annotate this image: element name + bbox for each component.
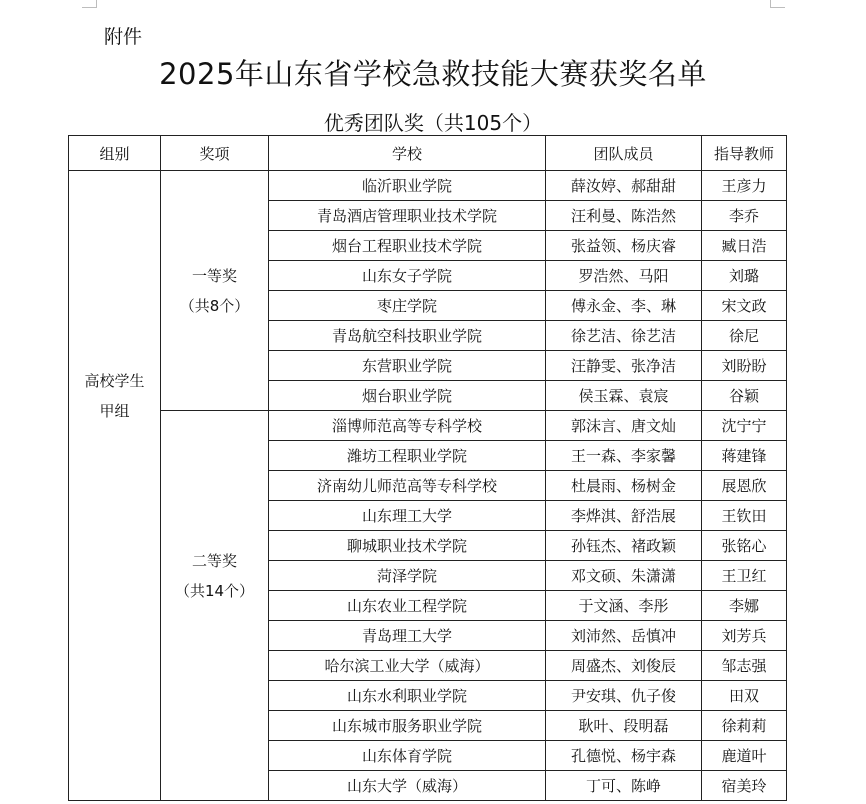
prize-name: 一等奖 xyxy=(191,266,237,285)
members-cell: 郭沫言、唐文灿 xyxy=(546,411,702,441)
members-cell: 刘沛然、岳慎冲 xyxy=(546,621,702,651)
teacher-cell: 张铭心 xyxy=(702,531,787,561)
prize-name: 二等奖 xyxy=(191,551,237,570)
teacher-cell: 蒋建锋 xyxy=(702,441,787,471)
members-cell: 于文涵、李彤 xyxy=(546,591,702,621)
members-cell: 邓文硕、朱潇潇 xyxy=(546,561,702,591)
school-cell: 烟台工程职业技术学院 xyxy=(269,231,546,261)
members-cell: 罗浩然、马阳 xyxy=(546,261,702,291)
prize-count: （共14个） xyxy=(174,581,255,600)
school-cell: 山东城市服务职业学院 xyxy=(269,711,546,741)
award-table xyxy=(68,135,787,801)
members-cell: 张益领、杨庆睿 xyxy=(546,231,702,261)
page-corner-mark-right xyxy=(770,0,785,8)
members-cell: 丁可、陈峥 xyxy=(546,771,702,801)
members-cell: 周盛杰、刘俊辰 xyxy=(546,651,702,681)
group-line-2: 甲组 xyxy=(99,401,130,420)
members-cell: 李烨淇、舒浩展 xyxy=(546,501,702,531)
column-header-prize: 奖项 xyxy=(161,136,269,171)
school-cell: 山东女子学院 xyxy=(269,261,546,291)
school-cell: 东营职业学院 xyxy=(269,351,546,381)
column-header-group: 组别 xyxy=(69,136,161,171)
school-cell: 山东理工大学 xyxy=(269,501,546,531)
table-header-row xyxy=(69,136,787,171)
table-row xyxy=(69,411,787,441)
school-cell: 淄博师范高等专科学校 xyxy=(269,411,546,441)
section-title: 优秀团队奖（共105个） xyxy=(323,111,543,135)
teacher-cell: 徐尼 xyxy=(702,321,787,351)
teacher-cell: 鹿道叶 xyxy=(702,741,787,771)
teacher-cell: 田双 xyxy=(702,681,787,711)
members-cell: 侯玉霖、袁宸 xyxy=(546,381,702,411)
table-row xyxy=(69,171,787,201)
school-cell: 烟台职业学院 xyxy=(269,381,546,411)
school-cell: 山东农业工程学院 xyxy=(269,591,546,621)
members-cell: 汪利曼、陈浩然 xyxy=(546,201,702,231)
attachment-label: 附件 xyxy=(104,26,143,48)
school-cell: 济南幼儿师范高等专科学校 xyxy=(269,471,546,501)
members-cell: 杜晨雨、杨树金 xyxy=(546,471,702,501)
teacher-cell: 李乔 xyxy=(702,201,787,231)
teacher-cell: 邹志强 xyxy=(702,651,787,681)
school-cell: 山东体育学院 xyxy=(269,741,546,771)
members-cell: 傅永金、李、琳 xyxy=(546,291,702,321)
table-body xyxy=(69,171,787,801)
school-cell: 青岛理工大学 xyxy=(269,621,546,651)
teacher-cell: 宋文政 xyxy=(702,291,787,321)
teacher-cell: 臧日浩 xyxy=(702,231,787,261)
school-cell: 临沂职业学院 xyxy=(269,171,546,201)
school-cell: 青岛酒店管理职业技术学院 xyxy=(269,201,546,231)
prize-cell xyxy=(161,171,269,411)
column-header-teacher: 指导教师 xyxy=(702,136,787,171)
teacher-cell: 徐莉莉 xyxy=(702,711,787,741)
teacher-cell: 展恩欣 xyxy=(702,471,787,501)
members-cell: 汪静雯、张净洁 xyxy=(546,351,702,381)
members-cell: 王一森、李家馨 xyxy=(546,441,702,471)
prize-count: （共8个） xyxy=(179,296,250,315)
school-cell: 山东水利职业学院 xyxy=(269,681,546,711)
members-cell: 孙钰杰、褚政颖 xyxy=(546,531,702,561)
teacher-cell: 李娜 xyxy=(702,591,787,621)
school-cell: 菏泽学院 xyxy=(269,561,546,591)
group-cell xyxy=(69,171,161,801)
column-header-members: 团队成员 xyxy=(546,136,702,171)
school-cell: 枣庄学院 xyxy=(269,291,546,321)
page-corner-mark-left xyxy=(82,0,97,8)
members-cell: 孔德悦、杨宇森 xyxy=(546,741,702,771)
teacher-cell: 刘盼盼 xyxy=(702,351,787,381)
teacher-cell: 谷颖 xyxy=(702,381,787,411)
teacher-cell: 刘璐 xyxy=(702,261,787,291)
teacher-cell: 沈宁宁 xyxy=(702,411,787,441)
teacher-cell: 王钦田 xyxy=(702,501,787,531)
school-cell: 青岛航空科技职业学院 xyxy=(269,321,546,351)
school-cell: 潍坊工程职业学院 xyxy=(269,441,546,471)
members-cell: 耿叶、段明磊 xyxy=(546,711,702,741)
teacher-cell: 宿美玲 xyxy=(702,771,787,801)
members-cell: 薛汝婷、郝甜甜 xyxy=(546,171,702,201)
teacher-cell: 王彦力 xyxy=(702,171,787,201)
teacher-cell: 王卫红 xyxy=(702,561,787,591)
members-cell: 徐艺洁、徐艺洁 xyxy=(546,321,702,351)
teacher-cell: 刘芳兵 xyxy=(702,621,787,651)
column-header-school: 学校 xyxy=(269,136,546,171)
members-cell: 尹安琪、仇子俊 xyxy=(546,681,702,711)
prize-cell xyxy=(161,411,269,801)
school-cell: 聊城职业技术学院 xyxy=(269,531,546,561)
document-title: 2025年山东省学校急救技能大赛获奖名单 xyxy=(159,57,707,91)
school-cell: 哈尔滨工业大学（威海） xyxy=(269,651,546,681)
school-cell: 山东大学（威海） xyxy=(269,771,546,801)
group-line-1: 高校学生 xyxy=(84,371,145,390)
